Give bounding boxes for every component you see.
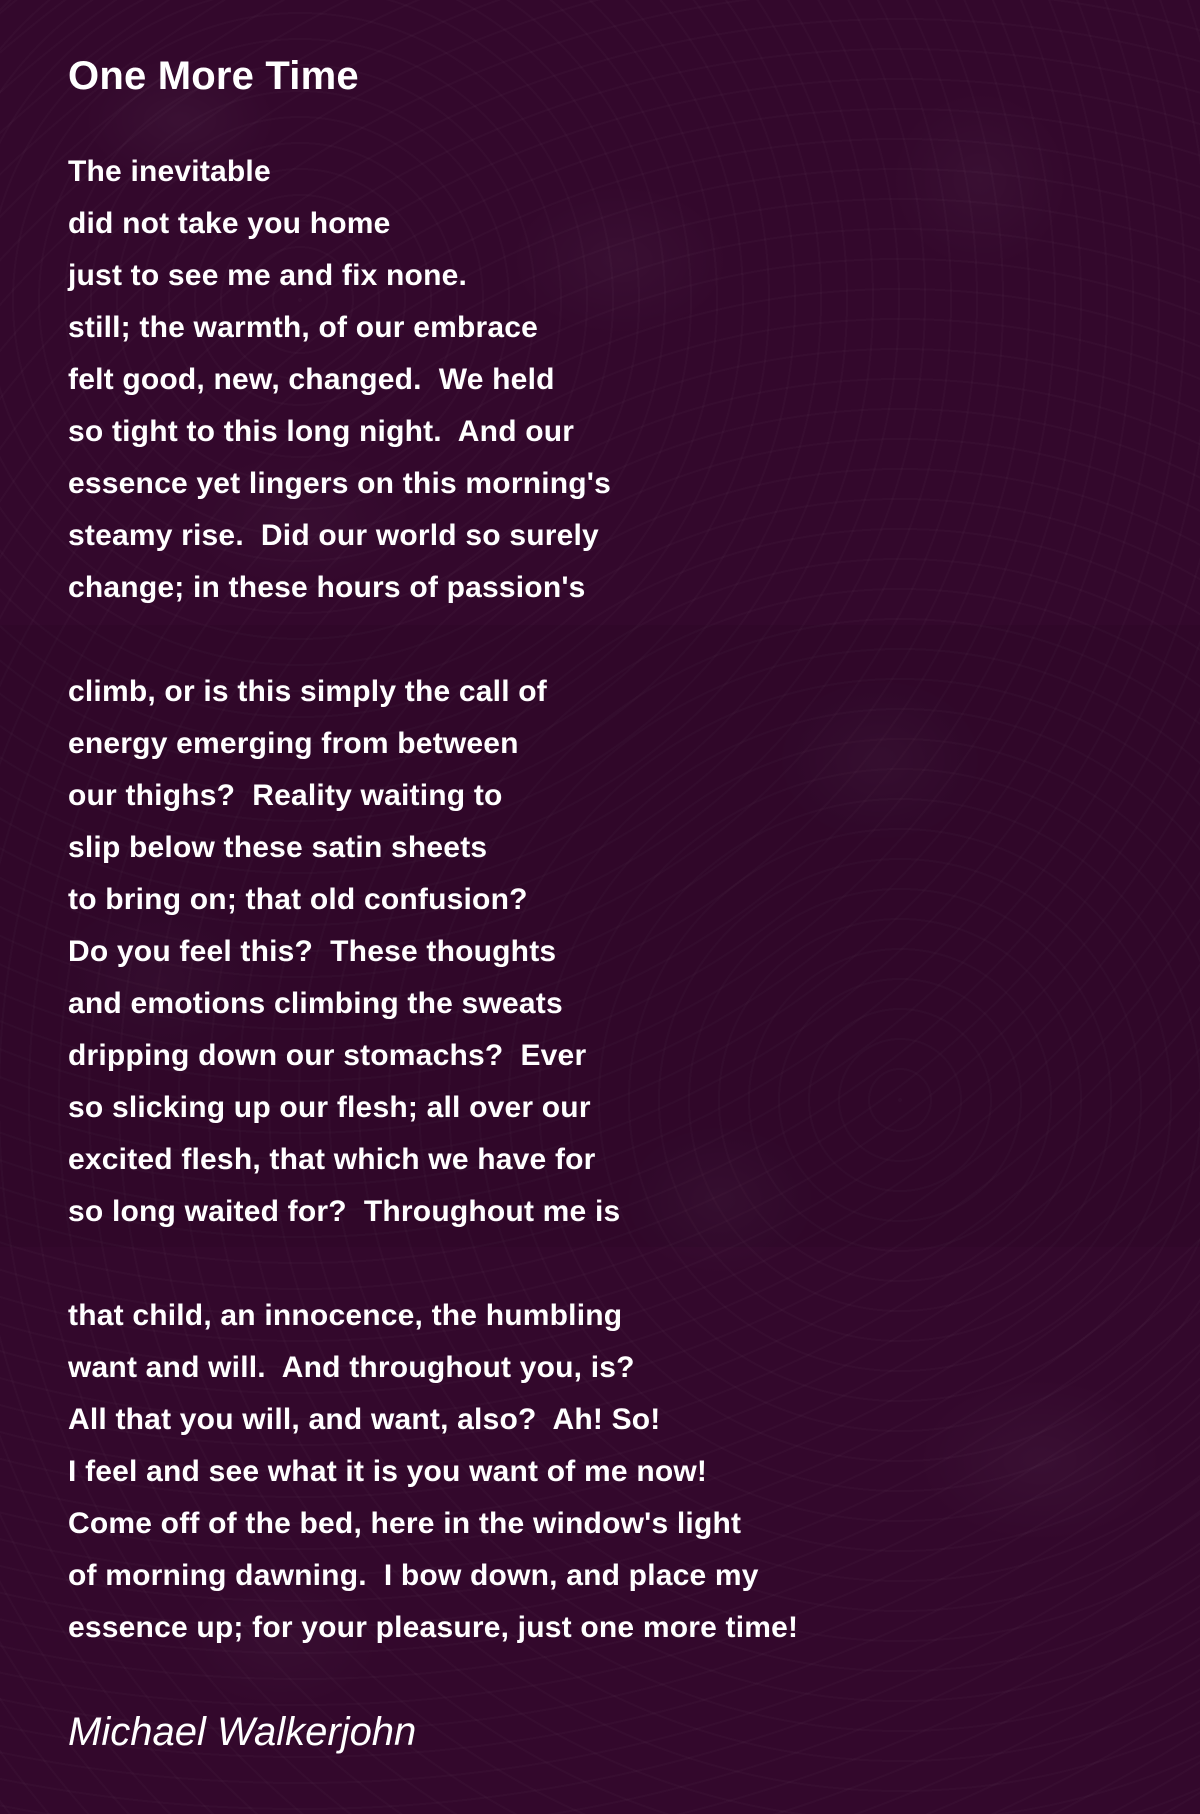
poem-line: I feel and see what it is you want of me now! — [68, 1455, 708, 1488]
poem-line: Do you feel this? These thoughts — [68, 935, 557, 968]
poem-line: that child, an innocence, the humbling — [68, 1299, 623, 1332]
poem-line: to bring on; that old confusion? — [68, 883, 528, 916]
poem-author: Michael Walkerjohn — [68, 1710, 417, 1754]
poem-line: steamy rise. Did our world so surely — [68, 519, 599, 552]
poem-line: and emotions climbing the sweats — [68, 987, 563, 1020]
poem-line: our thighs? Reality waiting to — [68, 779, 503, 812]
poem-line: Come off of the bed, here in the window's light — [68, 1507, 742, 1540]
poem-line: slip below these satin sheets — [68, 831, 488, 864]
poem-line: change; in these hours of passion's — [68, 571, 586, 604]
poem-line: excited flesh, that which we have for — [68, 1143, 596, 1176]
poem-line: felt good, new, changed. We held — [68, 363, 555, 396]
poem-line: essence yet lingers on this morning's — [68, 467, 612, 500]
poem-line: just to see me and fix none. — [68, 259, 468, 292]
poem-line: so slicking up our flesh; all over our — [68, 1091, 591, 1124]
poem-line: still; the warmth, of our embrace — [68, 311, 539, 344]
poem-line: did not take you home — [68, 207, 391, 240]
stanza-1 — [68, 146, 1200, 614]
stanza-3 — [68, 1290, 1200, 1654]
poem-line: of morning dawning. I bow down, and place my — [68, 1559, 759, 1592]
poem-line: so long waited for? Throughout me is — [68, 1195, 621, 1228]
poem-title: One More Time — [68, 54, 359, 98]
poem-line: The inevitable — [68, 155, 271, 188]
poem-line: climb, or is this simply the call of — [68, 675, 547, 708]
poem-line: dripping down our stomachs? Ever — [68, 1039, 587, 1072]
poem-line: so tight to this long night. And our — [68, 415, 575, 448]
poem-line: All that you will, and want, also? Ah! So! — [68, 1403, 661, 1436]
stanza-2 — [68, 666, 1200, 1238]
poem-line: want and will. And throughout you, is? — [68, 1351, 635, 1384]
poem-line: energy emerging from between — [68, 727, 519, 760]
poem-line: essence up; for your pleasure, just one more time! — [68, 1611, 799, 1644]
